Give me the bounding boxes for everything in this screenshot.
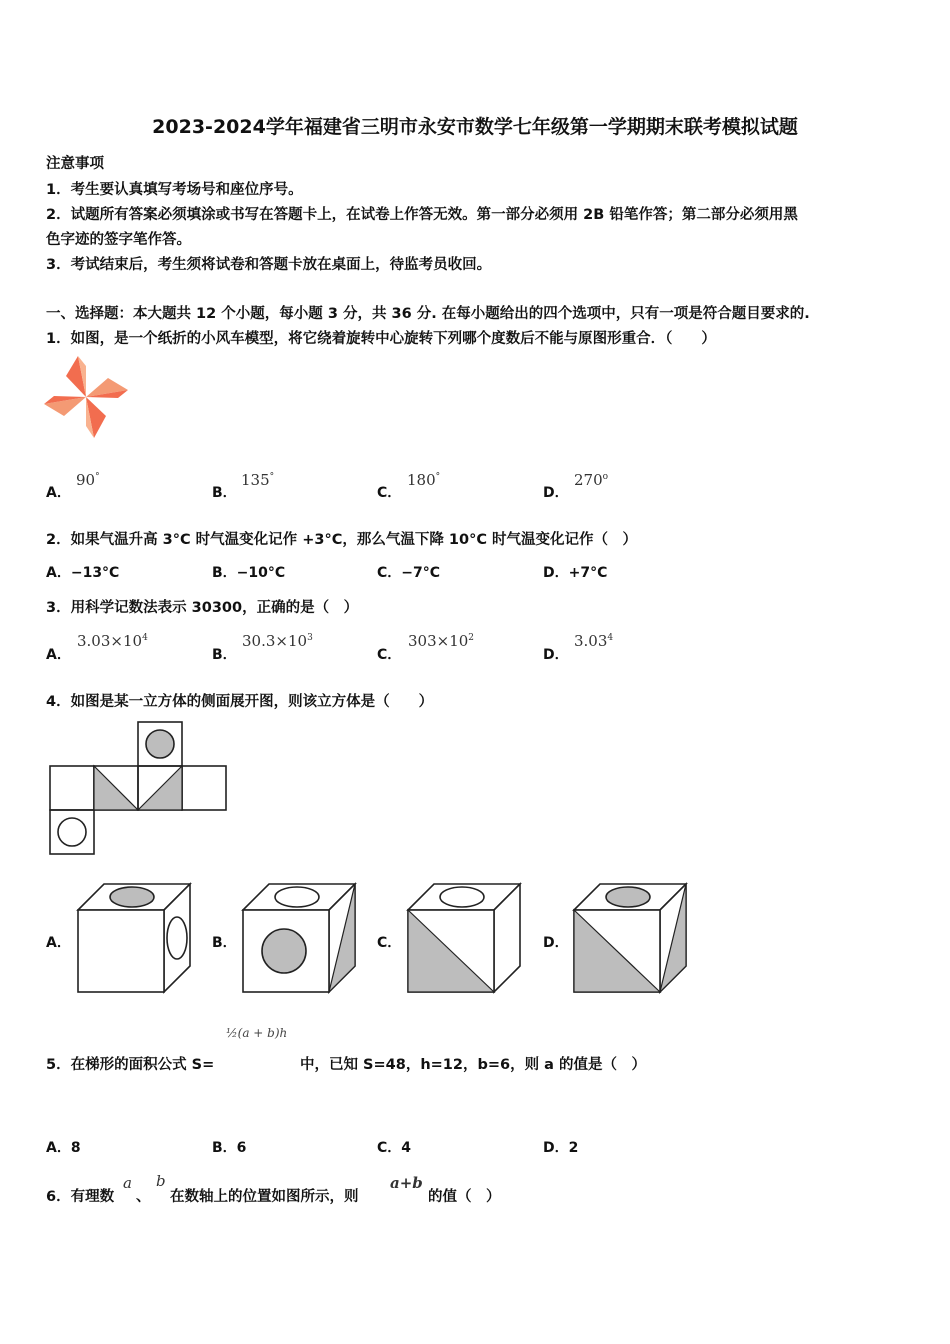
question-3-stem: 3．用科学记数法表示 30300，正确的是（ ） xyxy=(46,600,359,616)
q3-option-c: C． xyxy=(377,647,402,663)
question-5-stem-part2: 中，已知 S=48，h=12，b=6，则 a 的值是（ ） xyxy=(300,1057,646,1073)
notice-item: 1．考生要认真填写考场号和座位序号。 xyxy=(46,182,303,198)
question-4-stem: 4．如图是某一立方体的侧面展开图，则该立方体是（ ） xyxy=(46,694,434,710)
notice-item: 3．考试结束后，考生须将试卷和答题卡放在桌面上，待监考员收回。 xyxy=(46,257,492,273)
q3-option-a-value: $3.03\times 10^4$ xyxy=(77,632,148,650)
q4-cube-c xyxy=(406,882,522,994)
q4-option-a: A． xyxy=(46,935,71,951)
q3-option-d-value: 3.03$^4$ xyxy=(574,632,614,650)
q3-option-d: D． xyxy=(543,647,569,663)
q2-option-b: B．−10°C xyxy=(212,565,286,581)
question-1-stem: 1．如图，是一个纸折的小风车模型，将它绕着旋转中心旋转下列哪个度数后不能与原图形重合．（ ） xyxy=(46,331,716,347)
q1-option-c: C． xyxy=(377,485,402,501)
notice-item: 色字迹的签字笔作答。 xyxy=(46,232,191,248)
expression-a-plus-b: a+b xyxy=(390,1174,423,1192)
q1-option-d-value: 270$^o$ xyxy=(574,471,609,489)
question-6-stem-part4: 的值（ ） xyxy=(428,1189,501,1205)
q1-option-c-value: 180° xyxy=(407,471,441,489)
q3-option-b-value: $30.3\times 10^3$ xyxy=(242,632,313,650)
q2-option-a: A．−13°C xyxy=(46,565,120,581)
q3-option-c-value: $303\times 10^2$ xyxy=(408,632,475,650)
q1-option-d: D． xyxy=(543,485,569,501)
q4-cube-d xyxy=(572,882,688,994)
q4-option-d: D． xyxy=(543,935,569,951)
question-6-stem-part3: 在数轴上的位置如图所示，则 xyxy=(170,1189,359,1205)
q5-option-a: A．8 xyxy=(46,1140,81,1156)
pinwheel-figure xyxy=(44,356,128,438)
variable-b: b xyxy=(156,1172,166,1190)
question-6-stem-part2: 、 xyxy=(136,1189,151,1205)
q1-option-b: B． xyxy=(212,485,237,501)
q1-option-a: A． xyxy=(46,485,71,501)
notice-item: 2．试题所有答案必须填涂或书写在答题卡上，在试卷上作答无效。第一部分必须用 2B 铅笔作答；第二部分必须用黑 xyxy=(46,207,798,223)
q4-option-c: C． xyxy=(377,935,402,951)
q5-option-d: D．2 xyxy=(543,1140,579,1156)
question-6-stem-part1: 6．有理数 xyxy=(46,1189,115,1205)
q2-option-d: D．+7°C xyxy=(543,565,608,581)
trapezoid-area-formula: ½(a + b)h xyxy=(226,1026,288,1040)
q3-option-a: A． xyxy=(46,647,71,663)
q1-option-b-value: 135° xyxy=(241,471,275,489)
q4-cube-b xyxy=(241,882,357,994)
q5-option-b: B．6 xyxy=(212,1140,247,1156)
variable-a: a xyxy=(123,1174,132,1192)
q3-option-b: B． xyxy=(212,647,237,663)
question-5-stem-part1: 5．在梯形的面积公式 S= xyxy=(46,1057,215,1073)
question-2-stem: 2．如果气温升高 3°C 时气温变化记作 +3°C，那么气温下降 10°C 时气温变化记作（ ） xyxy=(46,532,638,548)
q2-option-c: C．−7°C xyxy=(377,565,441,581)
cube-net-figure xyxy=(48,721,228,856)
q4-cube-a xyxy=(76,882,192,994)
q1-option-a-value: 90° xyxy=(76,471,100,489)
page-title: 2023-2024学年福建省三明市永安市数学七年级第一学期期末联考模拟试题 xyxy=(152,116,798,138)
q4-option-b: B． xyxy=(212,935,237,951)
section-heading: 一、选择题：本大题共 12 个小题，每小题 3 分，共 36 分. 在每小题给出的四个选项中，只有一项是符合题目要求的. xyxy=(46,306,810,322)
notice-heading: 注意事项 xyxy=(46,156,104,172)
q5-option-c: C．4 xyxy=(377,1140,412,1156)
